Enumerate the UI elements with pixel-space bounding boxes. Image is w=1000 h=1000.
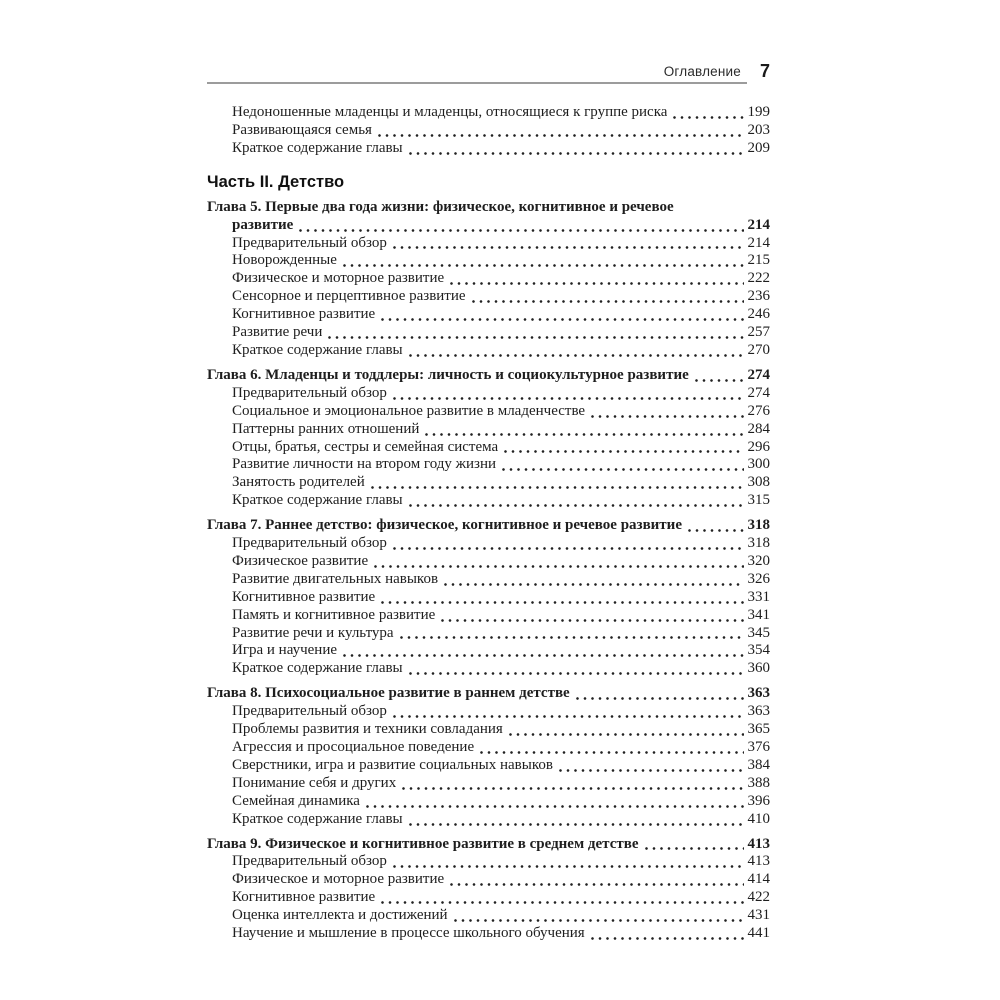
dot-leader: [403, 492, 748, 510]
toc-entry-page: 326: [747, 570, 770, 587]
toc-entry-label: Новорожденные: [232, 252, 337, 269]
dot-leader: [387, 235, 748, 253]
toc-entry-page: 318: [747, 535, 770, 552]
toc-entry: [207, 439, 770, 457]
chapter-heading-label: Глава 7. Раннее детство: физическое, когнитивное и речевое развитие: [207, 517, 682, 534]
dot-leader: [403, 811, 748, 829]
dot-leader: [503, 721, 748, 739]
dot-leader: [682, 517, 748, 535]
dot-leader: [419, 421, 747, 439]
toc-entry: [207, 122, 770, 140]
dot-leader: [387, 703, 748, 721]
toc-entry-page: 331: [747, 588, 770, 605]
toc-entry-label: Физическое и моторное развитие: [232, 270, 445, 287]
dot-leader: [375, 589, 747, 607]
chapter-block: [207, 367, 770, 510]
chapter-heading-page: 274: [747, 366, 770, 383]
dot-leader: [375, 306, 747, 324]
toc-entry: [207, 811, 770, 829]
dot-leader: [639, 836, 748, 854]
chapter-block: [207, 685, 770, 828]
toc-entry-page: 345: [747, 624, 770, 641]
toc-entry-label: Память и когнитивное развитие: [232, 606, 436, 623]
chapter-heading-page: 214: [747, 216, 770, 233]
toc-entry-label: Когнитивное развитие: [232, 306, 376, 323]
dot-leader: [368, 553, 747, 571]
toc-entry-label: Краткое содержание главы: [232, 492, 403, 509]
toc-entry: [207, 907, 770, 925]
toc-entry: [207, 793, 770, 811]
toc-entry-label: Предварительный обзор: [232, 853, 387, 870]
dot-leader: [444, 871, 747, 889]
chapter-block: [207, 517, 770, 678]
dot-leader: [585, 925, 748, 943]
toc-entry: [207, 306, 770, 324]
toc-entry: [207, 104, 770, 122]
chapter-heading: [207, 217, 770, 235]
toc-entry-page: 396: [747, 792, 770, 809]
toc-entry-label: Развитие личности на втором году жизни: [232, 456, 497, 473]
toc-entry-label: Краткое содержание главы: [232, 660, 403, 677]
toc-entry-page: 414: [747, 871, 770, 888]
toc-entry-page: 246: [747, 306, 770, 323]
dot-leader: [387, 535, 748, 553]
toc-entry-label: Развитие двигательных навыков: [232, 570, 439, 587]
dot-leader: [337, 642, 747, 660]
toc-entry-page: 236: [747, 288, 770, 305]
toc-entry-page: 215: [747, 252, 770, 269]
toc-entry-label: Агрессия и просоциальное поведение: [232, 739, 475, 755]
dot-leader: [293, 217, 747, 235]
toc-entry-page: 296: [747, 438, 770, 455]
toc-entry: [207, 342, 770, 360]
toc-entry-page: 214: [747, 234, 770, 251]
toc-entry-page: 300: [747, 456, 770, 473]
toc-entry-label: Развитие речи и культура: [232, 624, 394, 641]
chapter-heading: [207, 199, 770, 217]
dot-leader: [474, 739, 747, 757]
toc-entry: [207, 140, 770, 158]
chapter-heading: [207, 517, 770, 535]
toc-entry: [207, 324, 770, 342]
toc-entry-label: Социальное и эмоциональное развитие в младенчестве: [232, 402, 586, 419]
toc-entry-page: 441: [747, 925, 770, 942]
toc-entry-page: 376: [747, 739, 770, 755]
dot-leader: [396, 775, 747, 793]
dot-leader: [438, 571, 747, 589]
toc-entry: [207, 403, 770, 421]
toc-entry-page: 199: [747, 104, 770, 120]
toc-entry: [207, 474, 770, 492]
toc-entry: [207, 385, 770, 403]
toc-entry: [207, 235, 770, 253]
dot-leader: [689, 367, 748, 385]
part-heading: Часть II. Детство: [207, 172, 345, 191]
toc-entry: [207, 925, 770, 943]
toc-entry-page: 270: [747, 341, 770, 358]
dot-leader: [498, 439, 747, 457]
toc-entry-label: Проблемы развития и техники совладания: [232, 721, 503, 738]
toc-content: [207, 61, 770, 943]
toc-entry-page: 315: [747, 492, 770, 509]
dot-leader: [435, 607, 747, 625]
toc-entry: [207, 703, 770, 721]
toc-entry: [207, 553, 770, 571]
toc-entry-label: Физическое и моторное развитие: [232, 871, 445, 888]
toc-entry: [207, 775, 770, 793]
dot-leader: [365, 474, 748, 492]
toc-entry-label: Предварительный обзор: [232, 384, 387, 401]
toc-entry-page: 360: [747, 660, 770, 677]
toc-entry: [207, 739, 770, 757]
chapter-block: [207, 836, 770, 943]
header-page-number: 7: [759, 61, 770, 81]
toc-entry-page: 354: [747, 642, 770, 659]
toc-entry-page: 320: [747, 552, 770, 569]
toc-entry: [207, 421, 770, 439]
chapter-heading-label: Глава 8. Психосоциальное развитие в раннем детстве: [207, 685, 570, 702]
toc-entry-page: 274: [747, 384, 770, 401]
chapter-heading: [207, 685, 770, 703]
toc-entry: [207, 889, 770, 907]
toc-entry-label: Физическое развитие: [232, 552, 369, 569]
toc-entry-page: 341: [747, 606, 770, 623]
dot-leader: [553, 757, 748, 775]
toc-entry-page: 257: [747, 324, 770, 341]
toc-entry-label: Научение и мышление в процессе школьного обучения: [232, 925, 585, 942]
toc-entry-page: 388: [747, 774, 770, 791]
toc-entry-page: 365: [747, 721, 770, 738]
toc-entry-label: Краткое содержание главы: [232, 810, 403, 827]
chapter-heading-label: Глава 9. Физическое и когнитивное развитие в среднем детстве: [207, 835, 639, 852]
dot-leader: [667, 104, 747, 122]
dot-leader: [496, 456, 747, 474]
toc-entry-label: Развивающаяся семья: [232, 121, 372, 138]
chapter-heading-label: Глава 5. Первые два года жизни: физическое, когнитивное и речевое: [207, 198, 674, 215]
toc-entry-page: 384: [747, 756, 770, 773]
toc-entry-label: Предварительный обзор: [232, 535, 387, 552]
toc-entry-label: Предварительный обзор: [232, 703, 387, 720]
toc-entry: [207, 589, 770, 607]
toc-entry-page: 308: [747, 474, 770, 491]
toc-entry-label: Отцы, братья, сестры и семейная система: [232, 438, 499, 455]
dot-leader: [403, 342, 748, 360]
toc-entry: [207, 871, 770, 889]
dot-leader: [466, 288, 748, 306]
toc-entry-label: Игра и научение: [232, 642, 338, 659]
dot-leader: [585, 403, 747, 421]
toc-entry: [207, 571, 770, 589]
chapter-block: [207, 199, 770, 360]
dot-leader: [375, 889, 747, 907]
toc-entry-label: Оценка интеллекта и достижений: [232, 907, 448, 924]
toc-entry: [207, 853, 770, 871]
dot-leader: [570, 685, 748, 703]
toc-entry-page: 284: [747, 420, 770, 437]
toc-entry-label: Предварительный обзор: [232, 234, 387, 251]
toc-entry: [207, 492, 770, 510]
toc-entry-page: 410: [747, 810, 770, 827]
toc-entry-page: 222: [747, 270, 770, 287]
chapter-heading: [207, 367, 770, 385]
dot-leader: [387, 385, 748, 403]
toc-entry-label: Краткое содержание главы: [232, 139, 403, 156]
toc-entry-page: 413: [747, 853, 770, 870]
page-header: [207, 61, 770, 88]
chapter-heading-page: 363: [747, 685, 770, 702]
chapter-heading: [207, 836, 770, 854]
toc-list: [207, 104, 770, 943]
toc-entry-label: Краткое содержание главы: [232, 341, 403, 358]
toc-entry-label: Недоношенные младенцы и младенцы, относящиеся к группе риска: [232, 104, 668, 120]
toc-entry-label: Когнитивное развитие: [232, 889, 376, 906]
toc-entry-label: Сенсорное и перцептивное развитие: [232, 288, 466, 305]
dot-leader: [444, 270, 747, 288]
dot-leader: [403, 140, 748, 158]
toc-entry-page: 203: [747, 121, 770, 138]
toc-entry: [207, 757, 770, 775]
toc-entry: [207, 456, 770, 474]
toc-entry-label: Семейная динамика: [232, 792, 360, 809]
dot-leader: [360, 793, 748, 811]
header-title: Оглавление: [663, 64, 741, 79]
chapter-heading-label: развитие: [232, 216, 294, 233]
toc-entry-label: Понимание себя и других: [232, 774, 397, 791]
toc-entry: [207, 721, 770, 739]
chapter-heading-page: 413: [747, 835, 770, 852]
toc-entry: [207, 642, 770, 660]
toc-entry: [207, 660, 770, 678]
dot-leader: [372, 122, 748, 140]
toc-entry-label: Когнитивное развитие: [232, 588, 376, 605]
dot-leader: [403, 660, 748, 678]
header-rule: [207, 64, 747, 84]
dot-leader: [387, 853, 748, 871]
dot-leader: [322, 324, 747, 342]
toc-entry-page: 431: [747, 907, 770, 924]
dot-leader: [448, 907, 748, 925]
dot-leader: [394, 625, 748, 643]
toc-entry: [207, 535, 770, 553]
toc-entry: [207, 607, 770, 625]
toc-entry-page: 422: [747, 889, 770, 906]
toc-entry: [207, 288, 770, 306]
chapter-heading-label: Глава 6. Младенцы и тоддлеры: личность и социокультурное развитие: [207, 366, 689, 383]
toc-entry-page: 209: [747, 139, 770, 156]
toc-entry: [207, 270, 770, 288]
chapter-heading-page: 318: [747, 517, 770, 534]
toc-entry-page: 276: [747, 402, 770, 419]
toc-entry-page: 363: [747, 703, 770, 720]
toc-entry: [207, 252, 770, 270]
toc-entry: [207, 625, 770, 643]
dot-leader: [337, 252, 748, 270]
toc-entry-label: Сверстники, игра и развитие социальных навыков: [232, 756, 553, 773]
toc-entry-label: Развитие речи: [232, 324, 323, 341]
toc-entry-label: Паттерны ранних отношений: [232, 420, 420, 437]
toc-entry-label: Занятость родителей: [232, 474, 365, 491]
